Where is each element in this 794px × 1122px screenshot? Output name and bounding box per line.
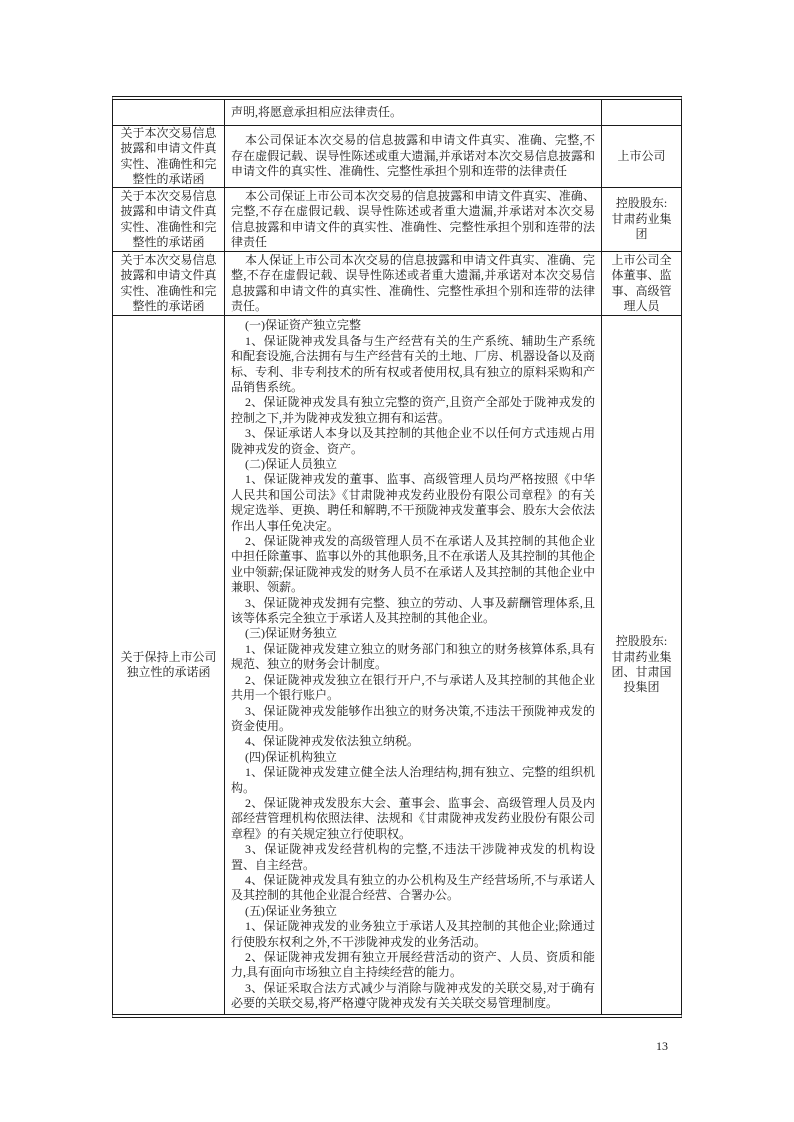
table-row — [113, 125, 681, 187]
commitment-party-cell: 控股股东:甘肃药业集团、甘肃国投集团 — [611, 634, 672, 695]
commitment-name-cell: 关于本次交易信息披露和申请文件真实性、准确性和完整性的承诺函 — [120, 252, 217, 313]
commitment-paragraph: (五)保证业务独立 — [245, 903, 337, 918]
table-row — [113, 100, 681, 125]
commitment-paragraph: 1、保证陇神戎发的业务独立于承诺人及其控制的其他企业;除通过行使股东权利之外,不干涉陇神戎发的业务活动。 — [231, 919, 595, 949]
commitment-content-cell — [224, 316, 602, 1014]
commitment-paragraph: 本公司保证本次交易的信息披露和申请文件真实、准确、完整,不存在虚假记载、误导性陈述或重大遗漏,并承诺对本次交易信息披露和申请文件的真实性、准确性、完整性承担个别和连带的法律责任 — [231, 133, 595, 179]
commitment-paragraph: (一)保证资产独立完整 — [245, 318, 361, 333]
commitment-paragraph: 1、保证陇神戎发具备与生产经营有关的生产系统、辅助生产系统和配套设施,合法拥有与生产经营有关的土地、厂房、机器设备以及商标、专利、非专利技术的所有权或者使用权,具有独立的原料采购和产品销售系统。 — [231, 333, 595, 394]
commitment-paragraph: (四)保证机构独立 — [245, 749, 337, 764]
commitment-paragraph: 1、保证陇神戎发建立独立的财务部门和独立的财务核算体系,具有规范、独立的财务会计制度。 — [231, 641, 595, 672]
commitment-party-cell: 上市公司 — [617, 148, 666, 163]
table-row — [113, 251, 681, 315]
commitment-paragraph: 4、保证陇神戎发具有独立的办公机构及生产经营场所,不与承诺人及其控制的其他企业混合经营、合署办公。 — [231, 872, 595, 903]
commitment-paragraph: 1、保证陇神戎发建立健全法人治理结构,拥有独立、完整的组织机构。 — [231, 765, 595, 795]
commitment-party-cell: 控股股东:甘肃药业集团 — [611, 196, 672, 242]
commitment-content-cell — [224, 188, 602, 251]
commitment-paragraph: 2、保证陇神戎发具有独立完整的资产,且资产全部处于陇神戎发的控制之下,并为陇神戎发独立拥有和运营。 — [231, 395, 595, 425]
commitment-paragraph: 3、保证陇神戎发能够作出独立的财务决策,不违法干预陇神戎发的资金使用。 — [231, 703, 595, 733]
commitment-paragraph: 3、保证陇神戎发拥有完整、独立的劳动、人事及薪酬管理体系,且该等体系完全独立于承诺人及其控制的其他企业。 — [231, 595, 595, 626]
commitment-paragraph: (三)保证财务独立 — [245, 626, 337, 641]
commitment-name-cell: 关于本次交易信息披露和申请文件真实性、准确性和完整性的承诺函 — [120, 126, 217, 186]
commitment-party-cell: 上市公司全体董事、监事、高级管理人员 — [611, 252, 672, 313]
commitment-paragraph: 2、保证陇神戎发的高级管理人员不在承诺人及其控制的其他企业中担任除董事、监事以外的其他职务,且不在承诺人及其控制的其他企业中领薪;保证陇神戎发的财务人员不在承诺人及其控制的其他企业中兼职、领薪。 — [231, 534, 595, 595]
table-row — [113, 315, 681, 1014]
commitment-name-cell: 关于保持上市公司独立性的承诺函 — [120, 649, 217, 679]
table-row — [113, 187, 681, 251]
commitment-paragraph: 3、保证采取合法方式减少与消除与陇神戎发的关联交易,对于确有必要的关联交易,将严格遵守陇神戎发有关关联交易管理制度。 — [231, 980, 595, 1011]
commitment-paragraph: 声明,将愿意承担相应法律责任。 — [231, 104, 403, 119]
commitment-paragraph: 4、保证陇神戎发依法独立纳税。 — [245, 734, 420, 749]
commitment-paragraph: 1、保证陇神戎发的董事、监事、高级管理人员均严格按照《中华人民共和国公司法》《甘肃陇神戎发药业股份有限公司章程》的有关规定选举、更换、聘任和解聘,不干预陇神戎发董事会、股东大会依法作出人事任免决定。 — [231, 472, 595, 533]
commitment-party-cell — [602, 100, 681, 125]
commitment-paragraph: 3、保证承诺人本身以及其控制的其他企业不以任何方式违规占用陇神戎发的资金、资产。 — [231, 426, 595, 456]
commitment-paragraph: 3、保证陇神戎发经营机构的完整,不违法干涉陇神戎发的机构设置、自主经营。 — [231, 842, 595, 872]
commitment-paragraph: 本人保证上市公司本次交易的信息披露和申请文件真实、准确、完整,不存在虚假记载、误导性陈述或者重大遗漏,并承诺对本次交易信息披露和申请文件的真实性、准确性、完整性承担个别和连带的法律责任。 — [231, 252, 595, 313]
commitment-paragraph: 2、保证陇神戎发独立在银行开户,不与承诺人及其控制的其他企业共用一个银行账户。 — [231, 672, 595, 703]
commitment-paragraph: (二)保证人员独立 — [245, 457, 337, 472]
commitment-paragraph: 本公司保证上市公司本次交易的信息披露和申请文件真实、准确、完整,不存在虚假记载、误导性陈述或者重大遗漏,并承诺对本次交易信息披露和申请文件的真实性、准确性、完整性承担个别和连带的法律责任 — [231, 188, 595, 249]
commitment-content-cell — [224, 126, 602, 187]
commitment-paragraph: 2、保证陇神戎发拥有独立开展经营活动的资产、人员、资质和能力,具有面向市场独立自主持续经营的能力。 — [231, 950, 595, 980]
commitment-name-cell — [113, 100, 224, 125]
page-number: 13 — [656, 1039, 668, 1053]
commitment-name-cell: 关于本次交易信息披露和申请文件真实性、准确性和完整性的承诺函 — [120, 188, 217, 249]
commitment-content-cell — [224, 100, 602, 125]
commitments-table — [112, 96, 682, 1018]
commitment-content-cell — [224, 252, 602, 315]
commitment-paragraph: 2、保证陇神戎发股东大会、董事会、监事会、高级管理人员及内部经营管理机构依照法律、法规和《甘肃陇神戎发药业股份有限公司章程》的有关规定独立行使职权。 — [231, 795, 595, 841]
